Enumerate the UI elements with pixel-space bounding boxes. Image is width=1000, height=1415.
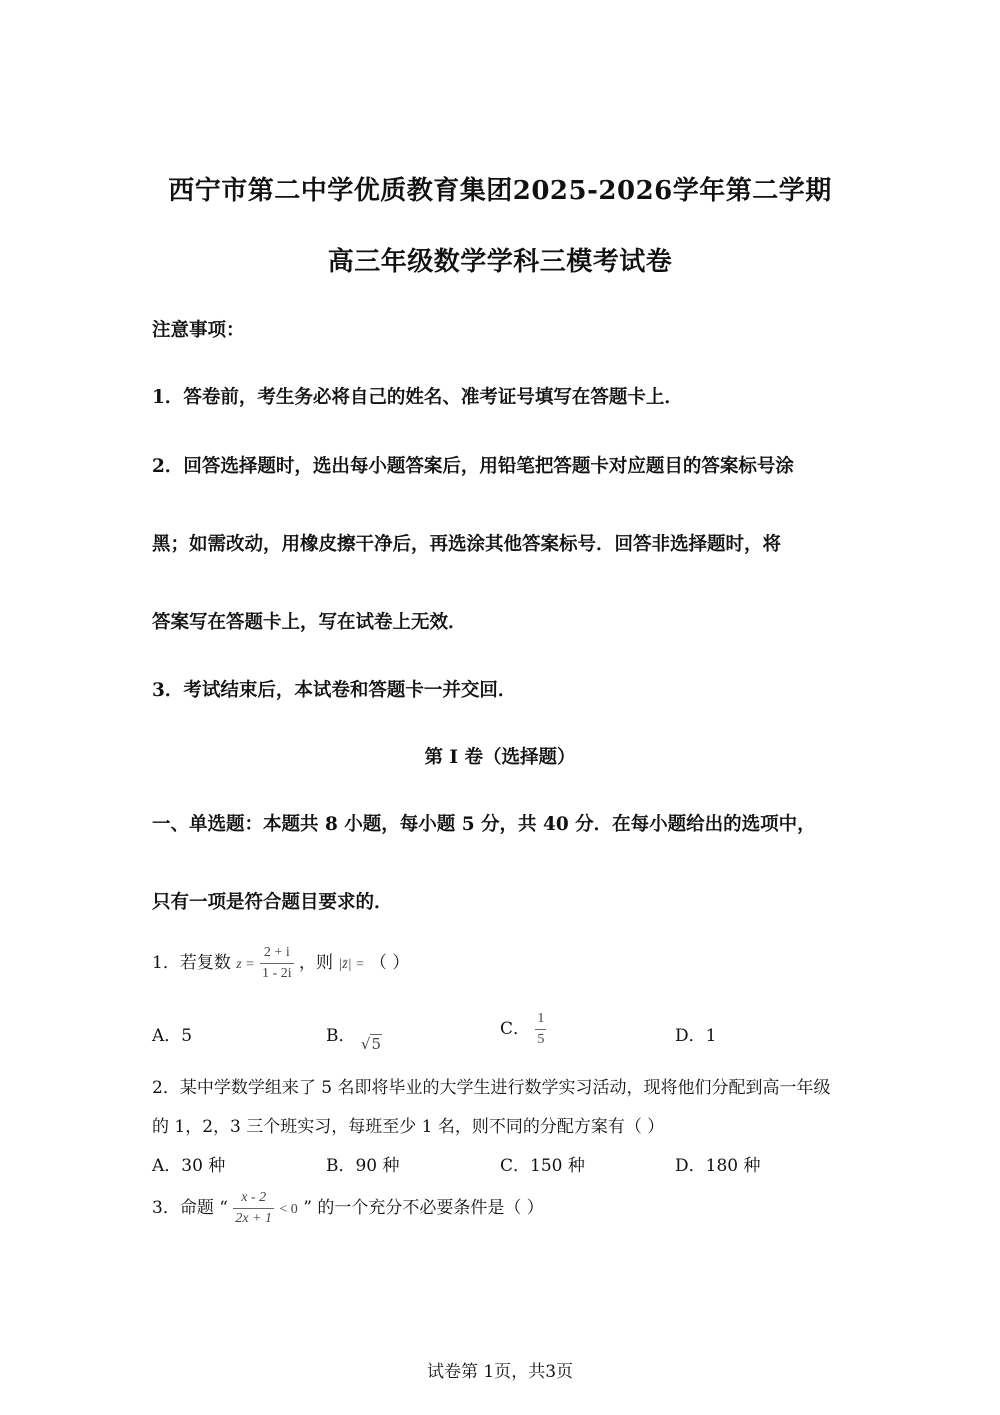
q1-option-c-denominator: 5 — [535, 1029, 546, 1047]
exam-title-line2: 高三年级数学学科三模考试卷 — [327, 247, 673, 277]
q1-option-c-numerator: 1 — [537, 1011, 545, 1026]
question-2-line2: 的 1，2，3 三个班实习，每班至少 1 名，则不同的分配方案有（ ） — [152, 1117, 665, 1137]
q1-mid: ，则 — [299, 953, 334, 973]
notice-item-1: 1．答卷前，考生务必将自己的姓名、准考证号填写在答题卡上． — [152, 387, 683, 408]
notice-item-2-line2: 黑；如需改动，用橡皮擦干净后，再选涂其他答案标号．回答非选择题时，将 — [152, 534, 782, 555]
q1-prefix: 1．若复数 — [152, 953, 231, 973]
q1-option-b — [326, 1021, 382, 1053]
q1-option-c-fraction — [535, 1012, 546, 1047]
q1-numerator: 2 + i — [263, 945, 290, 960]
q1-option-d: D．1 — [675, 1026, 717, 1046]
notice-item-2-line3: 答案写在答题卡上，写在试卷上无效． — [152, 612, 467, 633]
q1-denominator: 1 - 2i — [260, 963, 294, 981]
q1-option-b-label: B． — [326, 1026, 356, 1046]
q2-option-b: B．90 种 — [326, 1156, 400, 1176]
q1-option-a: A．5 — [152, 1026, 193, 1046]
q3-prefix: 3．命题 “ — [152, 1198, 228, 1218]
q2-option-d: D．180 种 — [675, 1156, 761, 1176]
part1-heading: 第 I 卷（选择题） — [424, 747, 576, 768]
notice-item-3: 3．考试结束后，本试卷和答题卡一并交回． — [152, 680, 517, 701]
notice-item-2-line1: 2．回答选择题时，选出每小题答案后，用铅笔把答题卡对应题目的答案标号涂 — [152, 456, 794, 477]
q1-option-c — [500, 1004, 546, 1054]
q1-fraction — [260, 946, 294, 981]
notice-heading: 注意事项： — [152, 320, 245, 341]
question-1 — [152, 943, 409, 985]
exam-title-line1: 西宁市第二中学优质教育集团2025-2026学年第二学期 — [168, 176, 832, 206]
section-heading-line1: 一、单选题：本题共 8 小题，每小题 5 分，共 40 分．在每小题给出的选项中， — [152, 814, 816, 835]
q3-suffix: ” 的一个充分不必要条件是（ ） — [303, 1198, 544, 1218]
question-3 — [152, 1186, 544, 1232]
q1-option-c-label: C． — [500, 1019, 531, 1039]
q3-denominator: 2x + 1 — [233, 1208, 274, 1226]
q1-abs-conjugate: |z̄| = — [338, 957, 365, 972]
q2-option-c: C．150 种 — [500, 1156, 585, 1176]
q3-relation: < 0 — [279, 1202, 298, 1217]
q3-numerator: x - 2 — [241, 1190, 267, 1205]
q1-z-equals: z = — [236, 957, 255, 972]
question-2-line1: 2．某中学数学组来了 5 名即将毕业的大学生进行数学实习活动，现将他们分配到高一年级 — [152, 1078, 831, 1098]
q2-option-a: A．30 种 — [152, 1156, 226, 1176]
q1-suffix: （ ） — [369, 953, 410, 973]
section-heading-line2: 只有一项是符合题目要求的． — [152, 892, 393, 913]
page-footer: 试卷第 1页，共3页 — [426, 1362, 574, 1382]
q3-fraction — [233, 1191, 274, 1226]
q1-option-b-radicand: 5 — [371, 1035, 382, 1053]
q1-option-b-sqrt: √5 — [360, 1035, 382, 1053]
